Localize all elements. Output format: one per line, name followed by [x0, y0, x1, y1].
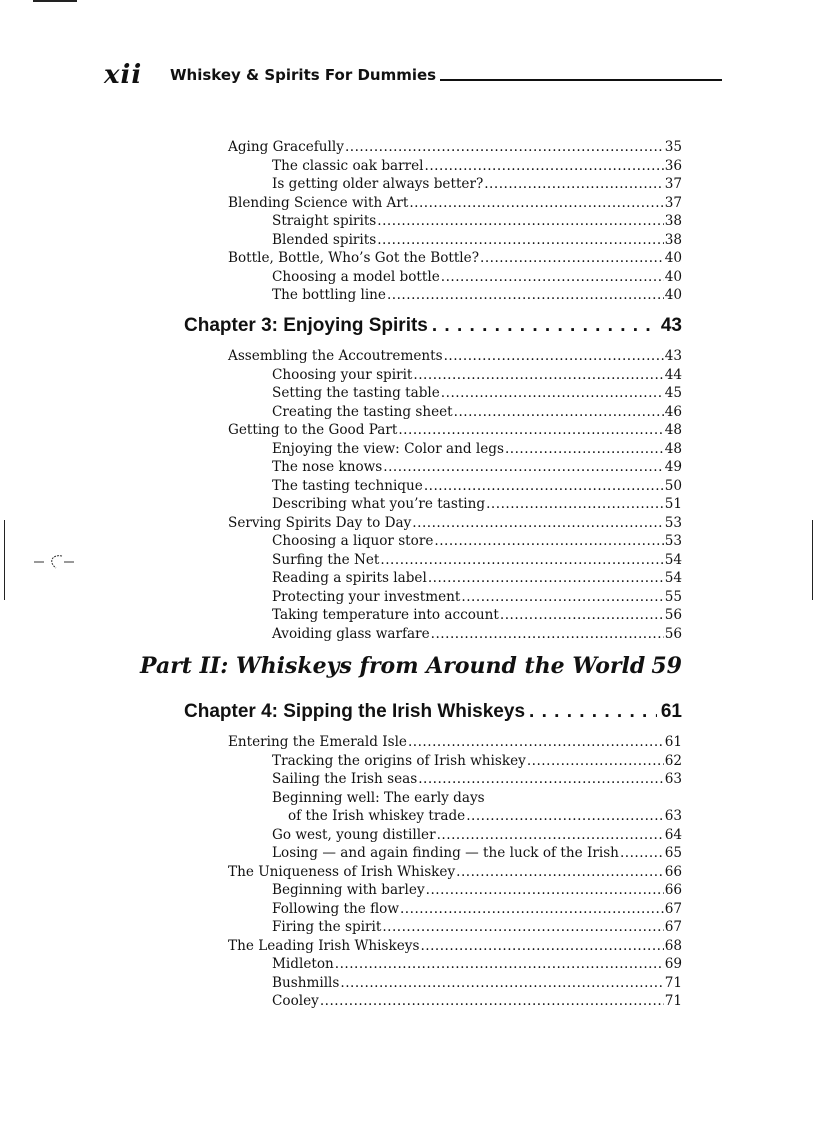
- toc-entry-title: Enjoying the view: Color and legs: [272, 441, 504, 457]
- toc-entry-title: The tasting technique: [272, 478, 423, 494]
- toc-entry-page: 66: [664, 864, 682, 880]
- leader-dots: [426, 881, 664, 899]
- leader-dots: [428, 569, 664, 587]
- leader-dots: [412, 514, 663, 532]
- leader-dots: [480, 249, 664, 267]
- toc-entry-title: Choosing your spirit: [272, 367, 413, 383]
- toc-entry-page: 67: [664, 901, 682, 917]
- leader-dots: [382, 918, 663, 936]
- toc-entry-page: 40: [664, 269, 682, 285]
- leader-dots: [345, 138, 664, 156]
- toc-entry-title: Assembling the Accoutrements: [228, 348, 443, 364]
- leader-dots: [340, 974, 663, 992]
- leader-dots: [377, 231, 663, 249]
- crop-mark-left: [4, 520, 5, 600]
- toc-entry-title: Surfing the Net: [272, 552, 380, 568]
- toc-entry-page: 68: [664, 938, 682, 954]
- leader-dots: [456, 863, 664, 881]
- toc-entry[interactable]: [272, 532, 682, 550]
- leader-dots: [387, 286, 664, 304]
- toc-entry-title: Aging Gracefully: [228, 139, 344, 155]
- leader-dots: [424, 477, 664, 495]
- toc-entry-title-line1[interactable]: Beginning well: The early days: [272, 790, 485, 806]
- leader-dots: [431, 625, 664, 643]
- toc-entry-title: The Leading Irish Whiskeys: [228, 938, 420, 954]
- header-rule: [440, 79, 722, 81]
- toc-entry-page: 36: [664, 158, 682, 174]
- toc-entry[interactable]: [228, 514, 682, 532]
- toc-entry[interactable]: [272, 212, 682, 230]
- part-title: Part II: Whiskeys from Around the World: [140, 653, 646, 679]
- toc-entry[interactable]: [272, 606, 682, 624]
- toc-entry-page: 54: [664, 570, 682, 586]
- toc-entry-page: 49: [664, 459, 682, 475]
- page-number-folio: xii: [104, 60, 143, 90]
- toc-entry-page: 71: [664, 993, 682, 1009]
- toc-entry[interactable]: [288, 807, 682, 825]
- toc-entry-page: 63: [664, 808, 682, 824]
- toc-entry[interactable]: [272, 569, 682, 587]
- toc-entry-page: 56: [664, 607, 682, 623]
- toc-entry-page: 71: [664, 975, 682, 991]
- toc-entry-title: Entering the Emerald Isle: [228, 734, 407, 750]
- leader-dots: [500, 606, 664, 624]
- leader-dots: [409, 194, 663, 212]
- toc-entry-page: 66: [664, 882, 682, 898]
- toc-entry[interactable]: [272, 231, 682, 249]
- leader-dots: [400, 900, 664, 918]
- toc-entry[interactable]: [272, 955, 682, 973]
- toc-entry[interactable]: [272, 826, 682, 844]
- toc-entry[interactable]: [272, 770, 682, 788]
- toc-entry-title: Setting the tasting table: [272, 385, 440, 401]
- toc-entry[interactable]: [272, 881, 682, 899]
- leader-dots: [398, 421, 663, 439]
- leader-dots: [461, 588, 663, 606]
- chapter-title: Chapter 4: Sipping the Irish Whiskeys: [184, 701, 526, 722]
- toc-entry-page: 45: [664, 385, 682, 401]
- toc-entry[interactable]: [272, 900, 682, 918]
- toc-entry-page: 46: [664, 404, 682, 420]
- leader-dots: [434, 532, 663, 550]
- toc-entry[interactable]: [272, 477, 682, 495]
- toc-entry-title: Choosing a model bottle: [272, 269, 440, 285]
- toc-entry[interactable]: [272, 974, 682, 992]
- toc-entry-title: Cooley: [272, 993, 319, 1009]
- toc-entry-page: 54: [664, 552, 682, 568]
- toc-entry[interactable]: [228, 863, 682, 881]
- toc-entry[interactable]: [272, 551, 682, 569]
- toc-entry[interactable]: [272, 992, 682, 1010]
- toc-entry[interactable]: [272, 918, 682, 936]
- registration-mark-icon: [32, 552, 76, 572]
- leader-dots: [505, 440, 664, 458]
- leader-dots: [529, 699, 657, 725]
- toc-entry-title: Is getting older always better?: [272, 176, 484, 192]
- toc-entry-page: 61: [664, 734, 682, 750]
- leader-dots: [432, 313, 657, 339]
- toc-entry-page: 56: [664, 626, 682, 642]
- toc-entry-title: Following the flow: [272, 901, 399, 917]
- toc-entry-page: 37: [664, 195, 682, 211]
- toc-entry-title: The classic oak barrel: [272, 158, 424, 174]
- running-title: Whiskey & Spirits For Dummies: [170, 66, 437, 84]
- toc-entry-title: Bushmills: [272, 975, 340, 991]
- crop-mark-right: [812, 520, 813, 600]
- leader-dots: [413, 366, 663, 384]
- toc-entry-page: 44: [664, 367, 682, 383]
- toc-entry[interactable]: [228, 347, 682, 365]
- page-header: [104, 60, 722, 90]
- toc-entry-page: 38: [664, 232, 682, 248]
- chapter-title: Chapter 3: Enjoying Spirits: [184, 315, 428, 336]
- toc-entry-page: 48: [664, 422, 682, 438]
- leader-dots: [377, 212, 663, 230]
- toc-entry-title: Straight spirits: [272, 213, 377, 229]
- toc-entry-title: Losing — and again finding — the luck of the Irish: [272, 845, 619, 861]
- leader-dots: [420, 937, 663, 955]
- toc-entry-title: Serving Spirits Day to Day: [228, 515, 412, 531]
- toc-entry[interactable]: [228, 937, 682, 955]
- chapter-page: 43: [660, 315, 682, 336]
- toc-entry-title: Getting to the Good Part: [228, 422, 398, 438]
- toc-entry-page: 40: [664, 250, 682, 266]
- toc-entry-page: 65: [664, 845, 682, 861]
- toc-entry-title: Bottle, Bottle, Who’s Got the Bottle?: [228, 250, 479, 266]
- toc-entry[interactable]: [272, 440, 682, 458]
- toc-entry[interactable]: [228, 733, 682, 751]
- leader-dots: [437, 826, 664, 844]
- leader-dots: [484, 175, 663, 193]
- toc-entry-title: The Uniqueness of Irish Whiskey: [228, 864, 456, 880]
- toc-entry-page: 62: [664, 753, 682, 769]
- toc-entry-page: 37: [664, 176, 682, 192]
- toc-entry-title: Blended spirits: [272, 232, 377, 248]
- toc-entry[interactable]: [272, 175, 682, 193]
- toc-entry-page: 43: [664, 348, 682, 364]
- toc-entry-page: 38: [664, 213, 682, 229]
- toc-entry-title: of the Irish whiskey trade: [288, 808, 466, 824]
- toc-part-heading[interactable]: [140, 651, 682, 681]
- leader-dots: [466, 807, 663, 825]
- toc-entry[interactable]: [272, 752, 682, 770]
- toc-entry-page: 69: [664, 956, 682, 972]
- toc-entry-title: Avoiding glass warfare: [272, 626, 430, 642]
- toc-entry-title: Creating the tasting sheet: [272, 404, 453, 420]
- leader-dots: [441, 384, 664, 402]
- toc-entry-title: Sailing the Irish seas: [272, 771, 418, 787]
- part-page: 59: [651, 653, 682, 679]
- toc-entry-page: 67: [664, 919, 682, 935]
- leader-dots: [418, 770, 663, 788]
- toc-entry-page: 51: [664, 496, 682, 512]
- toc-entry-page: 55: [664, 589, 682, 605]
- toc-entry[interactable]: [272, 625, 682, 643]
- leader-dots: [335, 955, 664, 973]
- leader-dots: [620, 844, 664, 862]
- toc-entry-title: Midleton: [272, 956, 334, 972]
- leader-dots: [647, 651, 649, 681]
- toc-entry-title: The bottling line: [272, 287, 386, 303]
- toc-entry-title: Tracking the origins of Irish whiskey: [272, 753, 526, 769]
- toc-entry-page: 50: [664, 478, 682, 494]
- leader-dots: [527, 752, 664, 770]
- leader-dots: [441, 268, 664, 286]
- toc-entry[interactable]: [272, 495, 682, 513]
- leader-dots: [454, 403, 664, 421]
- toc-entry-title: Describing what you’re tasting: [272, 496, 486, 512]
- toc-entry[interactable]: [272, 588, 682, 606]
- toc-entry[interactable]: [272, 458, 682, 476]
- toc-chapter-heading[interactable]: [184, 699, 682, 725]
- chapter-page: 61: [660, 701, 682, 722]
- toc-entry[interactable]: [272, 268, 682, 286]
- leader-dots: [408, 733, 664, 751]
- toc-entry[interactable]: [228, 194, 682, 212]
- toc-entry-title: The nose knows: [272, 459, 383, 475]
- leader-dots: [380, 551, 663, 569]
- leader-dots: [486, 495, 664, 513]
- leader-dots: [383, 458, 663, 476]
- toc-chapter-heading[interactable]: [184, 313, 682, 339]
- toc-entry-page: 40: [664, 287, 682, 303]
- leader-dots: [320, 992, 664, 1010]
- toc-entry[interactable]: [272, 366, 682, 384]
- toc-entry-title: Go west, young distiller: [272, 827, 436, 843]
- toc-entry[interactable]: [272, 403, 682, 421]
- toc-entry-title: Reading a spirits label: [272, 570, 427, 586]
- toc-entry[interactable]: [272, 286, 682, 304]
- toc-entry-title: Firing the spirit: [272, 919, 382, 935]
- leader-dots: [425, 157, 664, 175]
- toc-entry-title: Beginning with barley: [272, 882, 425, 898]
- toc-entry-page: 53: [664, 533, 682, 549]
- toc-entry[interactable]: [272, 157, 682, 175]
- toc-entry[interactable]: [228, 138, 682, 156]
- toc-entry-page: 64: [664, 827, 682, 843]
- toc-entry[interactable]: [228, 249, 682, 267]
- toc-entry-page: 48: [664, 441, 682, 457]
- toc-entry-title: Blending Science with Art: [228, 195, 409, 211]
- toc-entry-page: 35: [664, 139, 682, 155]
- toc-entry-title: Choosing a liquor store: [272, 533, 434, 549]
- toc-entry[interactable]: [272, 844, 682, 862]
- toc-entry-page: 53: [664, 515, 682, 531]
- crop-mark-top: [33, 0, 77, 2]
- toc-entry-page: 63: [664, 771, 682, 787]
- toc-entry-title: Protecting your investment: [272, 589, 461, 605]
- toc-entry[interactable]: [272, 384, 682, 402]
- toc-entry[interactable]: [228, 421, 682, 439]
- leader-dots: [444, 347, 664, 365]
- toc-entry-title: Taking temperature into account: [272, 607, 499, 623]
